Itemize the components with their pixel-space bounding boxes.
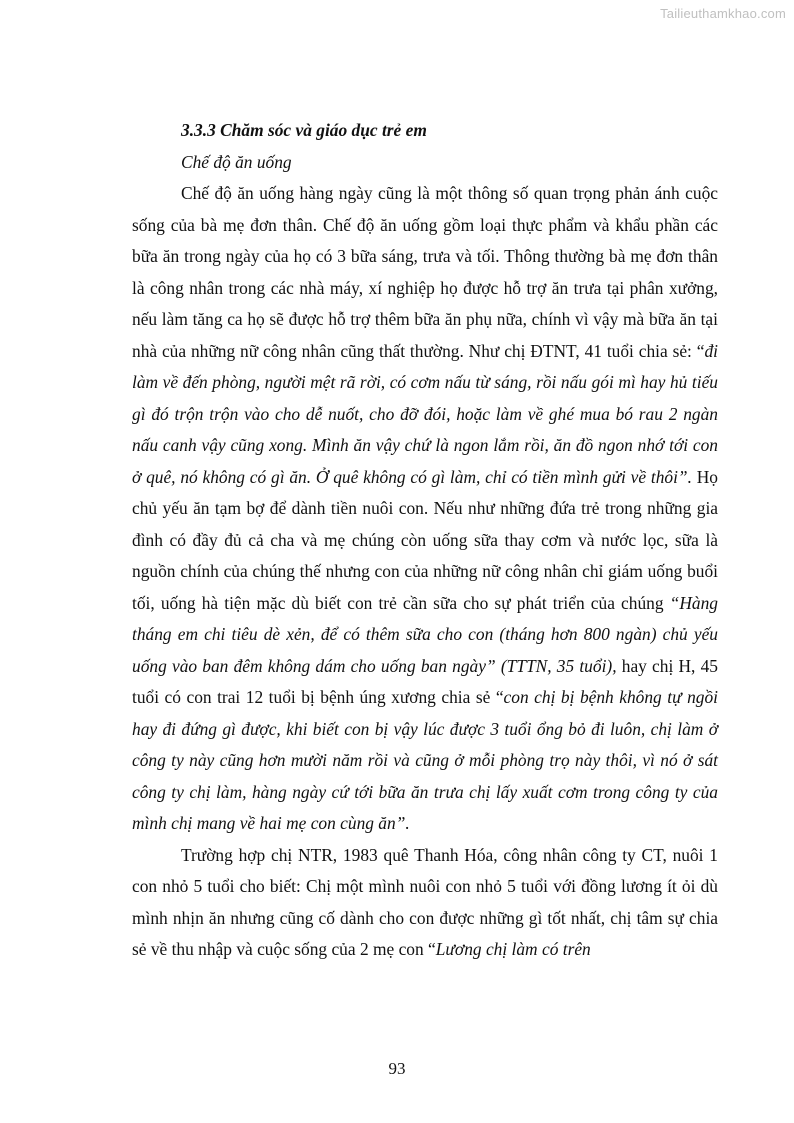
page-number: 93 [388, 1059, 406, 1078]
watermark: Tailieuthamkhao.com [660, 6, 786, 21]
quote-tttn: “Hàng tháng em chi tiêu dè xẻn, để có thêm sữa cho con (tháng hơn 800 ngàn) chủ yếu uống vào ban đêm không dám cho uống ban ngày” (TTTN, 35 tuổi), [132, 592, 718, 676]
paragraph-text: Trường hợp chị NTR, 1983 quê Thanh Hóa, công nhân công ty CT, nuôi 1 con nhỏ 5 tuổi cho biết: Chị một mình nuôi con nhỏ 5 tuổi với đồng lương ít ỏi dù mình nhịn ăn nhưng cũng cố dành cho con được những gì tốt nhất, chị tâm sự chia sẻ về thu nhập và cuộc sống của 2 mẹ con “ [132, 844, 718, 959]
paragraph-text: hay chị H, 45 tuổi có con trai 12 tuổi bị bệnh úng xương chia sẻ “ [132, 655, 718, 707]
paragraph-case-ntr [132, 840, 718, 966]
paragraph-text: Chế độ ăn uống hàng ngày cũng là một thông số quan trọng phản ánh cuộc sống của bà mẹ đơn thân. Chế độ ăn uống gồm loại thực phẩm và khẩu phần các bữa ăn trong ngày của họ có 3 bữa sáng, trưa và tối. Thông thường bà mẹ đơn thân là công nhân trong các nhà máy, xí nghiệp họ được hỗ trợ ăn trưa tại phân xưởng, nếu làm tăng ca họ sẽ được hỗ trợ thêm bữa ăn phụ nữa, chính vì vậy mà bữa ăn tại nhà của những nữ công nhân cũng thất thường. Như chị ĐTNT, 41 tuổi chia sẻ: “ [132, 183, 718, 361]
quote-ntr: Lương chị làm có trên [435, 939, 591, 959]
paragraph-text: Họ chủ yếu ăn tạm bợ để dành tiền nuôi con. Nếu như những đứa trẻ trong những gia đình có đầy đủ cả cha và mẹ chúng còn uống sữa thay cơm và nước lọc, sữa là nguồn chính của chúng thế nhưng con của những nữ công nhân chỉ giám uống buổi tối, uống hà tiện mặc dù biết con trẻ cần sữa cho sự phát triển của chúng [132, 466, 718, 613]
section-subheading: Chế độ ăn uống [181, 151, 292, 172]
quote-h: con chị bị bệnh không tự ngồi hay đi đứng gì được, khi biết con bị vậy lúc được 3 tuổi ổng bỏ đi luôn, chị làm ở công ty này cũng hơn mười năm rồi và cũng ở mỗi phòng trọ này thôi, vì nó ở sát công ty chị làm, hàng ngày cứ tới bữa ăn trưa chị lấy xuất cơm trong công ty của mình chị mang về hai mẹ con cùng ăn”. [132, 687, 718, 833]
paragraph-diet [132, 178, 718, 840]
quote-dtnt: đi làm về đến phòng, người mệt rã rời, có cơm nấu từ sáng, rồi nấu gói mì hay hủ tiếu gì đó trộn trộn vào cho dễ nuốt, cho đỡ đói, hoặc làm về ghé mua bó rau 2 ngàn nấu canh vậy cũng xong. Mình ăn vậy chứ là ngon lắm rồi, ăn đồ ngon nhớ tới con ở quê, nó không có gì ăn. Ở quê không có gì làm, chỉ có tiền mình gửi về thôi”. [132, 340, 718, 487]
page-body [132, 115, 718, 966]
section-heading: 3.3.3 Chăm sóc và giáo dục trẻ em [181, 120, 427, 140]
